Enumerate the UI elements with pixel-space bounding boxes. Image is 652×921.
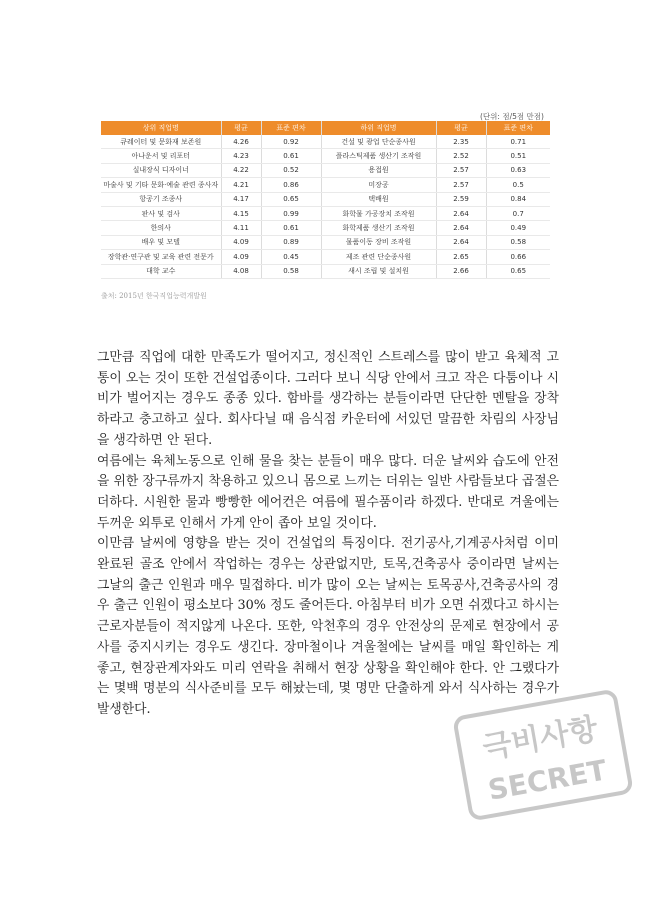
table-row [101,250,550,264]
cell-bottom-sd: 0.58 [486,235,550,249]
cell-bottom-mean: 2.66 [436,264,486,278]
cell-top-mean: 4.23 [221,149,261,163]
cell-bottom-sd: 0.65 [486,264,550,278]
cell-bottom-sd: 0.51 [486,149,550,163]
header-bottom-job: 하위 직업명 [321,121,436,135]
cell-top-job: 항공기 조종사 [101,192,221,206]
table-row [101,163,550,177]
cell-top-sd: 0.92 [261,135,321,149]
table-row [101,264,550,278]
cell-top-sd: 0.99 [261,206,321,220]
cell-bottom-mean: 2.59 [436,192,486,206]
paragraph: 그만큼 직업에 대한 만족도가 떨어지고, 정신적인 스트레스를 많이 받고 육체적 고통이 오는 것이 또한 건설업종이다. 그러다 보니 식당 안에서 크고 작은 다툼이나 시비가 벌어지는 경우도 종종 있다. 함바를 생각하는 분들이라면 단단한 멘탈을 장착하라고 충고하고 싶다. 회사다닐 때 음식점 카운터에 서있던 말끔한 차림의 사장님을 생각하면 안 된다. [97,350,559,448]
cell-top-job: 대학 교수 [101,264,221,278]
cell-top-job: 장학관·연구관 및 교육 관련 전문가 [101,250,221,264]
cell-top-sd: 0.89 [261,235,321,249]
table-row [101,192,550,206]
cell-bottom-job: 물품이동 장비 조작원 [321,235,436,249]
stamp-line2: SECRET [485,753,610,807]
cell-bottom-mean: 2.64 [436,206,486,220]
cell-bottom-job: 제조 관련 단순종사원 [321,250,436,264]
cell-top-sd: 0.52 [261,163,321,177]
table-header-row [101,121,550,135]
table-row [101,206,550,220]
cell-top-job: 배우 및 모델 [101,235,221,249]
cell-top-sd: 0.58 [261,264,321,278]
paragraph: 여름에는 육체노동으로 인해 물을 찾는 분들이 매우 많다. 더운 날씨와 습도에 안전을 위한 장구류까지 착용하고 있으니 몸으로 느끼는 더위는 일반 사람들보다 곱절은 더하다. 시원한 물과 빵빵한 에어컨은 여름에 필수품이라 하겠다. 반대로 겨울에는 두꺼운 외투로 인해서 가게 안이 좁아 보일 것이다. [97,453,559,531]
cell-bottom-mean: 2.65 [436,250,486,264]
cell-top-sd: 0.65 [261,192,321,206]
table-row [101,149,550,163]
cell-bottom-sd: 0.7 [486,206,550,220]
job-satisfaction-table [101,121,550,279]
header-top-mean: 평균 [221,121,261,135]
table-row [101,178,550,192]
cell-bottom-sd: 0.5 [486,178,550,192]
cell-bottom-job: 건설 및 광업 단순종사원 [321,135,436,149]
cell-top-mean: 4.15 [221,206,261,220]
header-top-job: 상위 직업명 [101,121,221,135]
cell-bottom-mean: 2.57 [436,163,486,177]
cell-top-mean: 4.22 [221,163,261,177]
cell-bottom-job: 화학물 가공장치 조작원 [321,206,436,220]
cell-top-job: 실내장식 디자이너 [101,163,221,177]
paragraph: 이만큼 날씨에 영향을 받는 것이 건설업의 특징이다. 전기공사,기계공사처럼 이미 완료된 골조 안에서 작업하는 경우는 상관없지만, 토목,건축공사 중이라면 날씨는 그날의 출근 인원과 매우 밀접하다. 비가 많이 오는 날씨는 토목공사,건축공사의 경우 출근 인원이 평소보다 30% 정도 줄어든다. 아침부터 비가 오면 쉬겠다고 하시는 근로자분들이 적지않게 나온다. 또한, 악천후의 경우 안전상의 문제로 현장에서 공사를 중지시키는 경우도 생긴다. 장마철이나 겨울철에는 날씨를 매일 확인하는 게 좋고, 현장관계자와도 미리 연락을 취해서 현장 상황을 확인해야 한다. 안 그랬다가는 몇백 명분의 식사준비를 모두 해놨는데, 몇 명만 단출하게 와서 식사하는 경우가 발생한다. [97,536,559,717]
table-body [101,135,550,278]
cell-top-sd: 0.86 [261,178,321,192]
cell-bottom-job: 용접원 [321,163,436,177]
cell-bottom-job: 플라스틱제품 생산기 조작원 [321,149,436,163]
cell-bottom-job: 화학제품 생산기 조작원 [321,221,436,235]
stamp-line1: 극비사항 [480,711,601,767]
cell-bottom-job: 새시 조립 및 설치원 [321,264,436,278]
cell-top-mean: 4.17 [221,192,261,206]
cell-bottom-job: 미장공 [321,178,436,192]
cell-bottom-mean: 2.35 [436,135,486,149]
cell-bottom-sd: 0.84 [486,192,550,206]
cell-top-job: 한의사 [101,221,221,235]
cell-bottom-sd: 0.63 [486,163,550,177]
cell-top-mean: 4.11 [221,221,261,235]
cell-top-job: 마술사 및 기타 문화·예술 관련 종사자 [101,178,221,192]
cell-bottom-job: 택배원 [321,192,436,206]
cell-bottom-sd: 0.66 [486,250,550,264]
cell-top-job: 아나운서 및 리포터 [101,149,221,163]
cell-bottom-mean: 2.57 [436,178,486,192]
cell-top-mean: 4.09 [221,250,261,264]
cell-bottom-mean: 2.64 [436,235,486,249]
header-bottom-sd: 표준 편차 [486,121,550,135]
table-row [101,135,550,149]
cell-top-mean: 4.08 [221,264,261,278]
cell-top-sd: 0.61 [261,149,321,163]
cell-top-sd: 0.61 [261,221,321,235]
table-row [101,221,550,235]
body-text [97,348,559,721]
header-top-sd: 표준 편차 [261,121,321,135]
cell-bottom-sd: 0.49 [486,221,550,235]
cell-bottom-mean: 2.64 [436,221,486,235]
cell-top-mean: 4.09 [221,235,261,249]
cell-top-job: 큐레이터 및 문화재 보존원 [101,135,221,149]
table-row [101,235,550,249]
cell-top-mean: 4.21 [221,178,261,192]
header-bottom-mean: 평균 [436,121,486,135]
source-note: 출처: 2015년 한국직업능력개발원 [101,292,207,300]
unit-note: (단위: 점/5점 만점) [480,112,544,121]
cell-top-mean: 4.26 [221,135,261,149]
cell-top-sd: 0.45 [261,250,321,264]
cell-bottom-sd: 0.71 [486,135,550,149]
cell-bottom-mean: 2.52 [436,149,486,163]
cell-top-job: 판사 및 검사 [101,206,221,220]
